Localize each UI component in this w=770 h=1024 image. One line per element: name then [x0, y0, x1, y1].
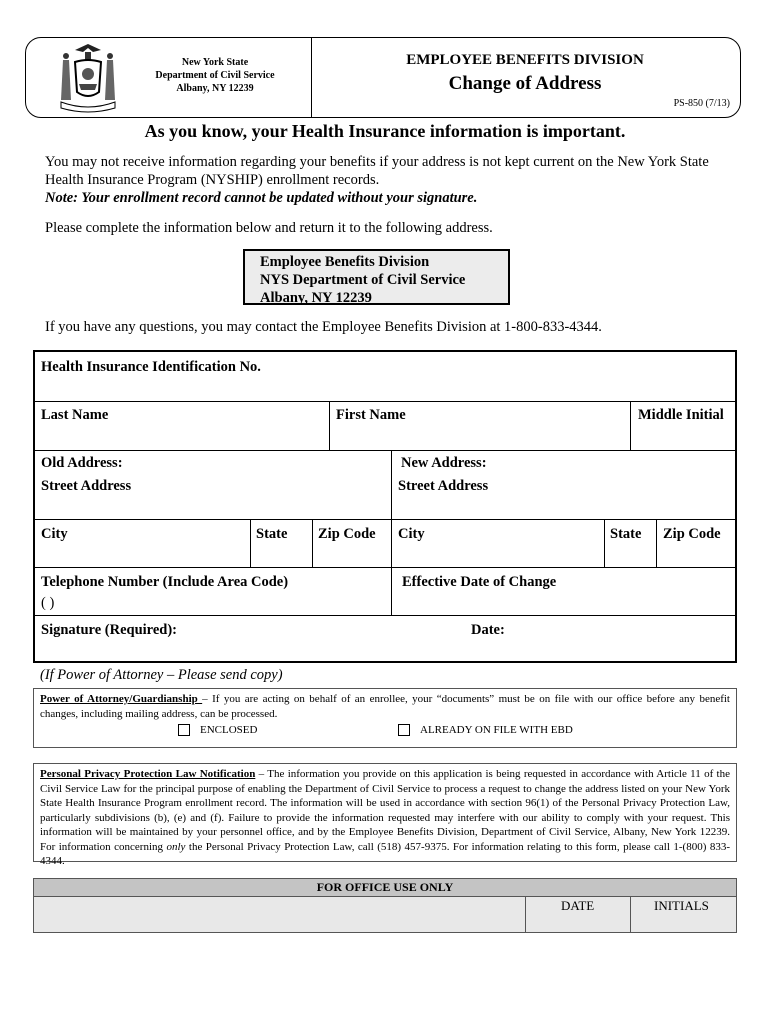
return-instructions: Please complete the information below and return it to the following address.: [45, 220, 493, 236]
col-divider: [630, 896, 631, 932]
new-city-field[interactable]: City: [398, 526, 425, 542]
phone-area-code: ( ): [41, 595, 55, 611]
nys-seal-logo: [55, 42, 121, 114]
middle-initial-field[interactable]: Middle Initial: [638, 407, 724, 423]
on-file-label: ALREADY ON FILE WITH EBD: [420, 724, 573, 736]
enclosed-checkbox[interactable]: [178, 724, 190, 736]
enclosed-option[interactable]: [178, 723, 257, 738]
old-state-field[interactable]: State: [256, 526, 288, 542]
row-divider: [35, 450, 735, 451]
privacy-notice: [33, 763, 737, 867]
form-title: Change of Address: [448, 73, 602, 94]
row-divider: [35, 567, 735, 568]
form-number: PS-850 (7/13): [673, 98, 730, 109]
col-divider: [656, 519, 657, 567]
office-date-label: DATE: [561, 898, 595, 913]
address-line: NYS Department of Civil Service: [260, 272, 466, 288]
hiid-field[interactable]: Health Insurance Identification No.: [41, 359, 261, 375]
contact-info: If you have any questions, you may contact the Employee Benefits Division at 1-800-833-4344.: [45, 319, 602, 335]
address-line: Employee Benefits Division: [260, 254, 430, 270]
poa-note: (If Power of Attorney – Please send copy): [40, 667, 283, 683]
address-line: Albany, NY 12239: [260, 290, 372, 306]
new-street-field[interactable]: Street Address: [398, 478, 489, 494]
old-city-field[interactable]: City: [41, 526, 68, 542]
col-divider: [391, 450, 392, 615]
agency-line2: Department of Civil Service: [155, 70, 275, 81]
new-zip-field[interactable]: Zip Code: [663, 526, 721, 542]
col-divider: [604, 519, 605, 567]
enclosed-label: ENCLOSED: [200, 724, 258, 736]
header-divider: [311, 38, 312, 117]
col-divider: [630, 401, 631, 450]
office-use-title: FOR OFFICE USE ONLY: [34, 879, 736, 897]
new-address-label: New Address:: [401, 455, 487, 471]
old-zip-field[interactable]: Zip Code: [318, 526, 376, 542]
old-street-field[interactable]: Street Address: [41, 478, 132, 494]
old-address-label: Old Address:: [41, 455, 123, 471]
row-divider: [35, 615, 735, 616]
last-name-field[interactable]: Last Name: [41, 407, 109, 423]
division-title: EMPLOYEE BENEFITS DIVISION: [406, 52, 644, 68]
signature-date-field[interactable]: Date:: [471, 622, 505, 638]
col-divider: [525, 896, 526, 932]
telephone-field[interactable]: Telephone Number (Include Area Code): [41, 574, 289, 590]
return-address-box: [243, 249, 510, 305]
privacy-text-end: the Personal Privacy Protection Law, call (518) 457-9375. For information relating to this form, please call 1-(800) 833-4344.: [40, 840, 730, 867]
col-divider: [312, 519, 313, 567]
col-divider: [329, 401, 330, 450]
signature-note: Note: Your enrollment record cannot be updated without your signature.: [45, 190, 478, 206]
effective-date-field[interactable]: Effective Date of Change: [402, 574, 557, 590]
agency-line3: Albany, NY 12239: [176, 83, 254, 94]
on-file-option[interactable]: [398, 723, 573, 738]
enrollee-info-form: [33, 350, 737, 663]
headline: As you know, your Health Insurance information is important.: [144, 121, 626, 141]
on-file-checkbox[interactable]: [398, 724, 410, 736]
col-divider: [250, 519, 251, 567]
first-name-field[interactable]: First Name: [336, 407, 406, 423]
privacy-title: Personal Privacy Protection Law Notification: [40, 768, 256, 780]
agency-line1: New York State: [181, 57, 249, 68]
agency-block: [140, 56, 290, 95]
new-state-field[interactable]: State: [610, 526, 642, 542]
intro-paragraph: [45, 153, 735, 207]
signature-field[interactable]: Signature (Required):: [41, 622, 178, 638]
row-divider: [35, 519, 735, 520]
office-initials-label: INITIALS: [654, 898, 709, 913]
privacy-text: – The information you provide on this application is being requested in accordance with Article 11 of the Civil Service Law for the principal purpose of enabling the Department of Civil Service to process a request to change the address listed on your New York State Health Insurance Program enrollment record. The information will be used in accordance with section 96(1) of the Personal Privacy Protection Law, particularly subdivisions (b), (e) and (f). Failure to provide the information requested may interfere with our ability to comply with your request. This information will be maintained by your personnel office, and by the Employee Benefits Division, Department of Civil Service, Albany, New York 12239. For information concerning: [40, 768, 730, 853]
privacy-emphasis: only: [166, 840, 186, 853]
poa-box: [33, 688, 737, 748]
intro-text: You may not receive information regarding your benefits if your address is not kept current on the New York State Health Insurance Program (NYSHIP) enrollment records.: [45, 154, 709, 188]
office-use-box: [33, 878, 737, 933]
poa-text: – If you are acting on behalf of an enrollee, your “documents” must be on file with our office before any benefit changes, including mailing address, can be processed.: [40, 693, 730, 720]
poa-title: Power of Attorney/Guardianship: [40, 693, 203, 705]
